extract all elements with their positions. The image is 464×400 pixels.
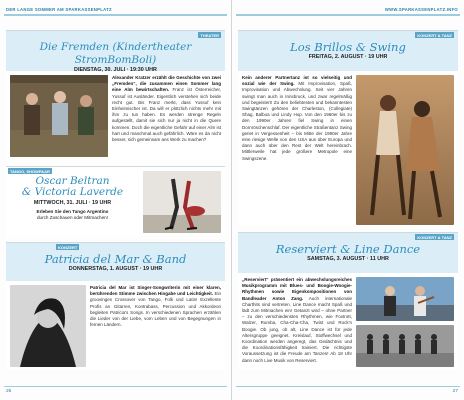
event-title: Patricia del Mar & Band — [44, 252, 187, 266]
event-header — [238, 31, 458, 71]
footer-rule — [4, 386, 227, 387]
event-date: FREITAG, 2. AUGUST · 19 UHR — [308, 54, 388, 60]
event-text: Franz ist Österreicher, Yussuf ist Ausländer. Eigentlich verstehen sich beide recht gut. Bis Franz merkt, dass Yussuf kein Einheimischer ist. Da will er plötzlich nichts mehr mit ihm zu tun haben. Es werden strenge Regeln aufgestellt, damit sie sich nur ja nicht in die Quere kommen. Doch die eigentliche Gefahr auf einer Alm ist hart und manchmal auch gefährlich. Wäre es da nicht besser, sich gemeinsam ans Werk zu machen? — [112, 87, 221, 143]
event-card-swing — [238, 30, 458, 226]
event-line2: durch Zuschauen oder Mitmachen! — [37, 215, 108, 220]
event-date: DONNERSTAG, 1. AUGUST · 19 UHR — [68, 266, 163, 272]
category-tag: TANGO, SHOWPAAR — [10, 168, 50, 174]
event-header — [6, 31, 225, 71]
running-header: WWW.SPARKASSENPLATZ.INFO — [384, 7, 458, 12]
event-description — [242, 277, 352, 369]
line-dance-photo — [356, 325, 454, 367]
header-rule — [4, 14, 227, 16]
category-tag: THEATER — [200, 32, 219, 38]
event-lead: Kein anderer Partnertanz ist so vielseitig und sozial wie der Swing. — [242, 75, 352, 87]
event-header — [6, 243, 225, 281]
singer-photo — [10, 285, 86, 367]
event-text: Auch internationale Charthits sind vertreten. Line Dance macht Spaß und lädt zum Mitmachen ein! Getanzt wird – ohne Partner – zu den verschiedensten Rhythmen, wie Foxtrott, Walzer, Rumba, Cha-Cha-Cha, Twist und Rock'n Boogie. Ob jung, ob alt, Line Dance ist für jede Altersgruppe geeignet. Kreislauf, Stoffwechsel und Koordination werden angeregt, das Gedächtnis und die Koordinationsfähigkeit trainiert. Die richtigste Voraussetzung ist die Freude am Tanzen! Ab 18 Uhr dann noch Live Musik von Reserviert. — [242, 295, 352, 363]
category-tag: KONZERT & TANZ — [417, 32, 452, 38]
event-title: Reserviert & Line Dance — [275, 242, 421, 256]
event-title-line2: & Victoria Laverde — [21, 186, 124, 198]
event-title: Oscar Beltran — [35, 175, 110, 187]
theater-photo — [10, 75, 108, 157]
band-photo — [356, 277, 454, 321]
event-card-line-dance — [238, 232, 458, 370]
running-header: DER LANGE SOMMER AM SPARKASSENPLATZ — [6, 7, 112, 12]
event-card-tango — [6, 166, 225, 236]
event-card-patricia — [6, 242, 225, 370]
event-title: Die Fremden (Kindertheater StromBomBoli) — [39, 41, 192, 66]
event-header — [238, 233, 458, 273]
page-number: 27 — [452, 389, 458, 394]
event-lead: Alexander Kratzer erzählt die Geschichte von zwei „Fremden“, die zusammen einen Sommer lang eine Alm bewirtschaften. — [112, 75, 221, 93]
event-header — [6, 167, 139, 237]
event-date: SAMSTAG, 3. AUGUST · 11 UHR — [307, 256, 389, 262]
footer-rule — [236, 386, 460, 387]
event-description — [242, 75, 352, 223]
right-page — [232, 0, 464, 400]
event-description — [112, 75, 221, 159]
event-date: MITTWOCH, 31. JULI · 19 UHR — [33, 200, 112, 206]
event-line1: Erleben Sie den Tango Argentino — [36, 209, 109, 214]
event-text: Mit Improvisation, Spaß, Improvisation und Abwechslung. Seit vier Jahren swingt man auch in Innsbruck, und zwar regelmäßig und begeistert! Zu den beliebtesten und bekanntesten Swingtänzen gehören der Charleston, (Collegiate) Shag, Balboa und Lindy Hop. Von den 1960er bis zu den 1990er Jahren fiel Swing in einen Dornröschenschlaf. Der eigentliche Straßentanz Swing geriet in Vergessenheit – bis Mitte der 1990er Jahre eine riesige Welle von den USA aus über Europa und dann auch über den Rest der Welt hereinbrach. Mittlerweile hat jede größere Metropole eine Swingszene. — [242, 81, 352, 161]
category-tag: KONZERT — [58, 244, 78, 250]
event-lead: „Reserviert“ präsentiert ein abwechslungsreiches Musikprogramm mit Blues- und Boogie-Woogie-Rhythmen sowie Eigenkompositionen von Bandleader Anton Zang. — [242, 277, 352, 301]
event-description — [90, 285, 221, 369]
category-tag: KONZERT & TANZ — [417, 234, 452, 240]
event-text: Ein groovinges Crossover von Tango, Folk und Latin! Exzellente Profis an Gitarren, Kontrabass, Percussion und Akkordeon begleiten Patricia's Songs. In verschiedenen Sprachen erzählen die Lieder von der Liebe, vom Leben und von Begegnungen in fernen Ländern. — [90, 291, 221, 328]
tango-photo — [143, 171, 221, 233]
event-card-fremden — [6, 30, 225, 160]
event-date: DIENSTAG, 30. JULI · 19:30 UHR — [74, 67, 157, 73]
swing-photo — [356, 75, 454, 225]
event-title: Los Brillos & Swing — [290, 40, 406, 54]
page-number: 26 — [6, 389, 12, 394]
header-rule — [236, 14, 460, 16]
event-lead: Patricia del Mar ist Singer-Songwriterin mit einer klaren, berührenden Stimme zwischen Hingabe und Leichtigkeit. — [90, 285, 221, 297]
